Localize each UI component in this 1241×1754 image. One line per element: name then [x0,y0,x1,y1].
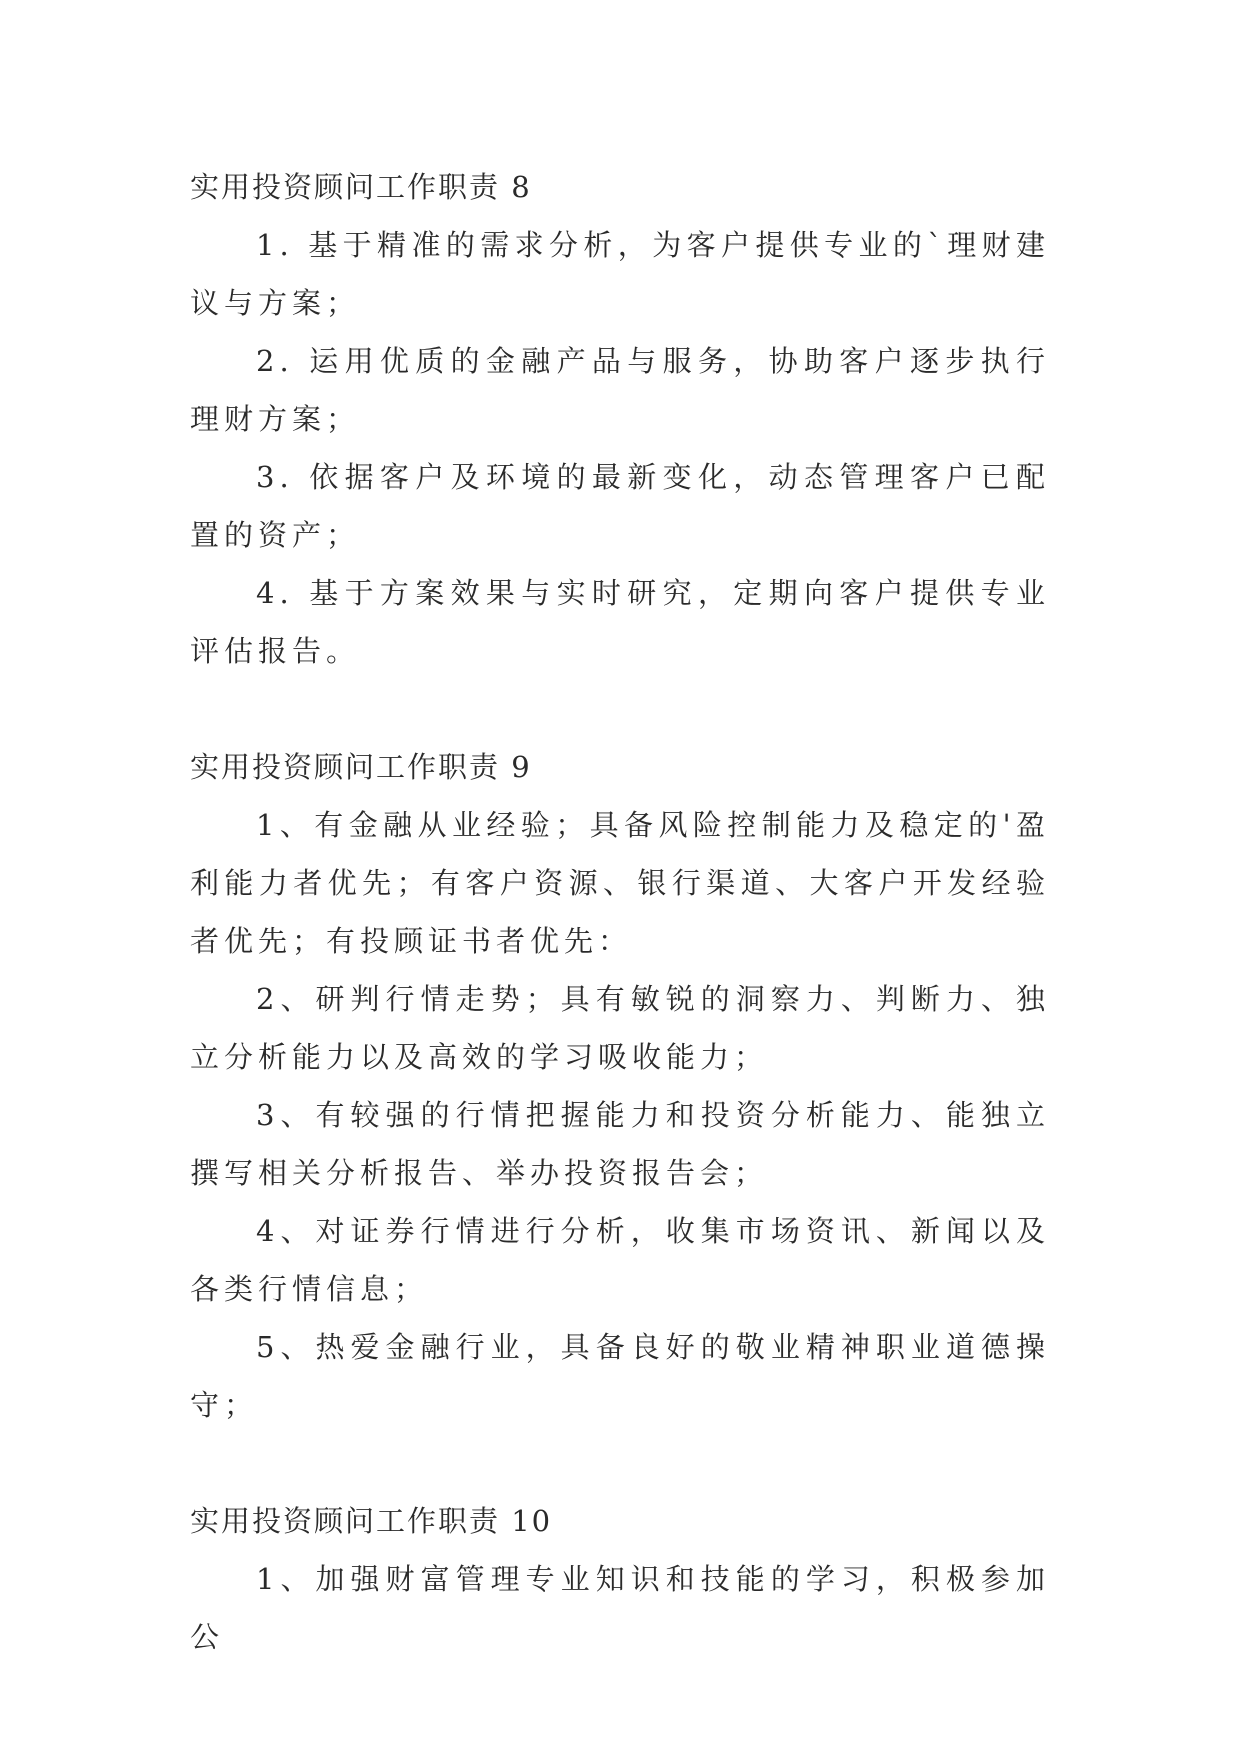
section-spacer [190,1434,1050,1492]
section-8 [190,158,1050,680]
paragraph: 3、有较强的行情把握能力和投资分析能力、能独立撰写相关分析报告、举办投资报告会； [190,1098,1050,1190]
section-title: 实用投资顾问工作职责 10 [190,1504,553,1538]
paragraph: 3. 依据客户及环境的最新变化，动态管理客户已配置的资产； [190,460,1050,552]
paragraph: 2. 运用优质的金融产品与服务，协助客户逐步执行理财方案； [190,344,1050,436]
section-9 [190,738,1050,1434]
section-title: 实用投资顾问工作职责 9 [190,750,532,784]
paragraph: 5、热爱金融行业，具备良好的敬业精神职业道德操守； [190,1330,1050,1422]
section-title: 实用投资顾问工作职责 8 [190,170,532,204]
paragraph: 1. 基于精准的需求分析，为客户提供专业的`理财建议与方案； [190,228,1050,320]
paragraph: 1、加强财富管理专业知识和技能的学习，积极参加公 [190,1562,1050,1654]
section-spacer [190,680,1050,738]
document-page [190,158,1050,1666]
paragraph: 1、有金融从业经验；具备风险控制能力及稳定的'盈利能力者优先；有客户资源、银行渠道、大客户开发经验者优先；有投顾证书者优先： [190,808,1050,958]
paragraph: 4. 基于方案效果与实时研究，定期向客户提供专业评估报告。 [190,576,1050,668]
paragraph: 2、研判行情走势；具有敏锐的洞察力、判断力、独立分析能力以及高效的学习吸收能力； [190,982,1050,1074]
paragraph: 4、对证券行情进行分析，收集市场资讯、新闻以及各类行情信息； [190,1214,1050,1306]
section-10 [190,1492,1050,1666]
